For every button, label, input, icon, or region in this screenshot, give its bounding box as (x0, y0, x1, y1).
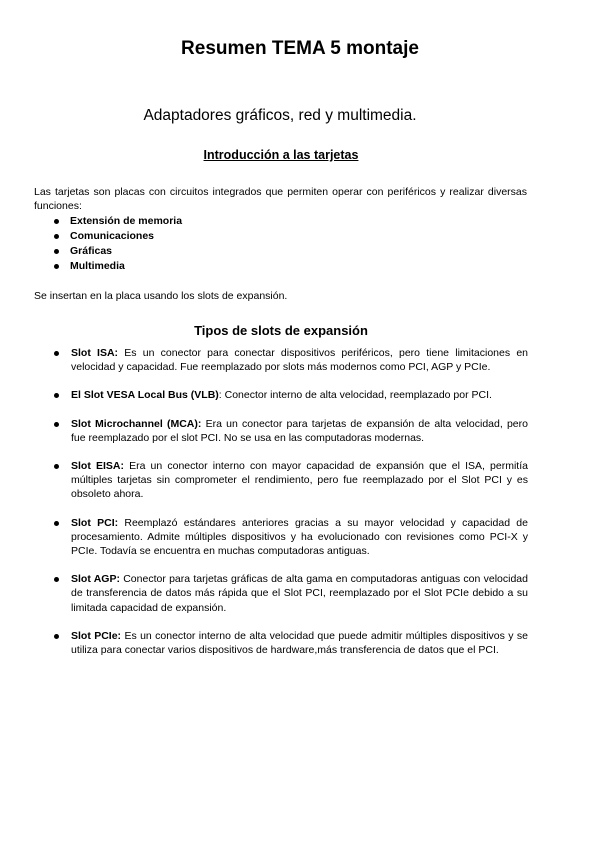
document-title: Resumen TEMA 5 montaje (181, 38, 419, 59)
slot-item-isa (54, 346, 528, 374)
function-item: Gráficas (54, 244, 182, 259)
slots-sentence: Se insertan en la placa usando los slots de expansión. (34, 290, 288, 302)
slot-description: : Conector interno de alta velocidad, reemplazado por PCI. (218, 389, 492, 402)
slot-description: Conector para tarjetas gráficas de alta gama en computadoras antiguas con velocidad de transferencia de datos más rápida que el Slot PCI, reemplazado por el Slot PCIe debido a su limitada capacidad de expansión. (71, 573, 528, 614)
slot-description: Era un conector interno con mayor capacidad de expansión que el ISA, permitía múltiples tarjetas sin comprometer el rendimiento, pero fue reemplazado por el Slot PCI y es obsoleto ahora. (71, 460, 528, 501)
functions-list (54, 214, 182, 274)
slot-name: Slot PCI: (71, 516, 119, 529)
slot-description: Era un conector para tarjetas de expansión de alta velocidad, pero fue reemplazado por el slot PCI. No se usa en las computadoras modernas. (71, 417, 528, 444)
function-item: Extensión de memoria (54, 214, 182, 229)
slot-item-agp (54, 572, 528, 615)
slot-item-mca (54, 417, 528, 445)
slots-list (54, 346, 528, 671)
slot-name: Slot AGP: (71, 573, 120, 586)
slot-description: Reemplazó estándares anteriores gracias a su mayor velocidad y capacidad de procesamiento. Admite múltiples dispositivos y ha evolucionado con revisiones como PCI-X y PCIe. Todavía se encuentra en muchas computadoras antiguas. (71, 516, 528, 558)
slot-name: Slot EISA: (71, 460, 124, 473)
function-item: Multimedia (54, 259, 182, 274)
slot-item-vlb (54, 388, 528, 402)
slots-heading: Tipos de slots de expansión (194, 323, 368, 338)
slot-name: Slot Microchannel (MCA): (71, 417, 202, 430)
intro-heading: Introducción a las tarjetas (203, 148, 359, 162)
slot-description: Es un conector interno de alta velocidad que puede admitir múltiples dispositivos y se utiliza para conectar varios dispositivos de hardware,más transferencia de datos que el PCI. (71, 629, 528, 657)
document-subtitle: Adaptadores gráficos, red y multimedia. (143, 107, 417, 124)
slot-name: Slot ISA: (71, 347, 119, 359)
slot-description: Es un conector para conectar dispositivos periféricos, pero tiene limitaciones en velocidad y capacidad. Fue reemplazado por slots más modernos como PCI, AGP y PCIe. (71, 347, 528, 374)
intro-paragraph: Las tarjetas son placas con circuitos integrados que permiten operar con periféricos y realizar diversas funciones: (34, 186, 527, 212)
slot-item-pci (54, 516, 528, 559)
function-item: Comunicaciones (54, 229, 182, 244)
slot-item-eisa (54, 459, 528, 502)
slot-name: Slot PCIe: (71, 629, 122, 642)
slot-name: El Slot VESA Local Bus (VLB) (71, 389, 219, 402)
slot-item-pcie (54, 629, 528, 657)
